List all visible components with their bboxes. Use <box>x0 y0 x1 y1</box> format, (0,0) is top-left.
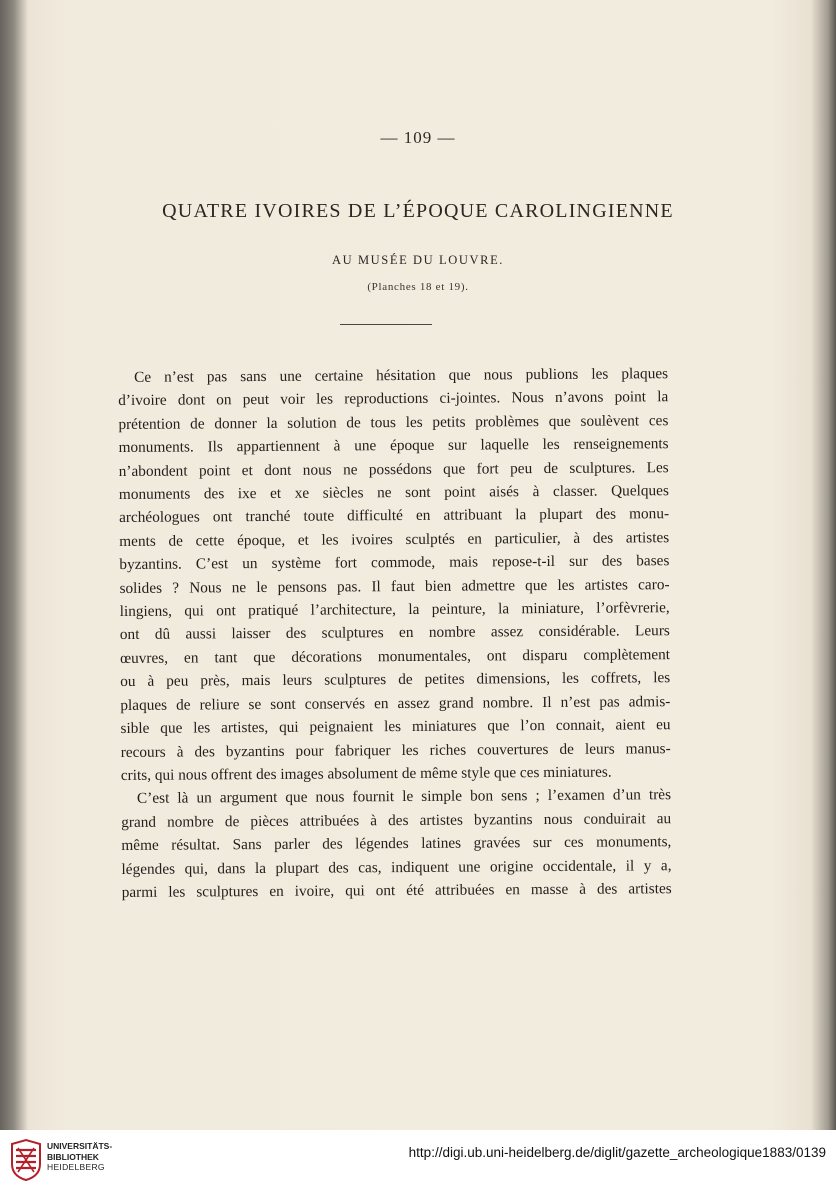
text-line: lingiens, qui ont pratiqué l’architecture, la peinture, la miniature, l’orfèvrerie, <box>119 599 670 621</box>
text-line: archéologues ont tranché toute difficulté en attribuant la plupart des monu- <box>119 505 670 527</box>
text-line: Ce n’est pas sans une certaine hésitation que nous publions les plaques <box>134 365 669 386</box>
article-body <box>118 362 672 904</box>
text-line: ments de cette époque, et les ivoires sculptés en particulier, à des artistes <box>119 529 670 550</box>
text-line: d’ivoire dont on peut voir les reproductions ci-jointes. Nous n’avons point la <box>118 388 669 410</box>
source-url-link[interactable]: http://digi.ub.uni-heidelberg.de/diglit/gazette_archeologique1883/0139 <box>408 1145 826 1160</box>
text-line: C’est là un argument que nous fournit le simple bon sens ; l’examen d’un très <box>136 786 672 808</box>
text-line: solides ? Nous ne le pensons pas. Il faut bien admettre que les artistes caro- <box>119 575 670 597</box>
university-library-logo-icon <box>8 1138 44 1182</box>
library-name-line: HEIDELBERG <box>47 1162 105 1172</box>
text-line: ou à peu près, mais leurs sculptures de petites dimensions, les coffrets, les <box>120 669 671 691</box>
library-name-line: UNIVERSITÄTS- <box>47 1141 113 1151</box>
article-title: QUATRE IVOIRES DE L’ÉPOQUE CAROLINGIENNE <box>162 200 674 222</box>
text-line: ont dû aussi laisser des sculptures en nombre assez considérable. Leurs <box>119 622 670 644</box>
text-line: même résultat. Sans parler des légendes latines gravées sur ces monuments, <box>121 833 672 855</box>
text-line: parmi les sculptures en ivoire, qui ont été attribuées en masse à des artistes <box>121 880 672 901</box>
text-line: monuments. Ils appartiennent à une époque sur laquelle les renseignements <box>118 435 669 457</box>
plates-reference: (Planches 18 et 19). <box>367 281 469 293</box>
title-divider <box>340 324 432 325</box>
text-line: plaques de reliure se sont conservés en assez grand nombre. Il n’est pas admis- <box>120 692 671 714</box>
text-line: prétention de donner la solution de tous les petits problèmes que soulèvent ces <box>118 411 669 433</box>
text-line: légendes qui, dans la plupart des cas, indiquent une origine occidentale, il y a, <box>121 856 672 878</box>
library-name-line: BIBLIOTHEK <box>47 1151 99 1162</box>
text-line: monuments des ixe et xe siècles ne sont point aisés à classer. Quelques <box>118 482 669 504</box>
text-line: recours à des byzantins pour fabriquer les riches couvertures de leurs manus- <box>120 739 671 761</box>
text-line: œuvres, en tant que décorations monumentales, ont disparu complètement <box>119 646 671 667</box>
text-line: crits, qui nous offrent des images absolument de même style que ces miniatures. <box>120 763 612 784</box>
article-subtitle: AU MUSÉE DU LOUVRE. <box>331 253 505 267</box>
library-name <box>47 1141 112 1173</box>
text-line: grand nombre de pièces attribuées à des artistes byzantins nous conduirait au <box>121 809 672 831</box>
text-line: n’abondent point et dont nous ne possédons que fort peu de sculptures. Les <box>118 458 669 480</box>
text-line: byzantins. C’est un système fort commode, mais repose-t-il sur des bases <box>119 552 670 574</box>
page-number: — 109 — <box>380 128 456 147</box>
footer-bar <box>0 1130 836 1189</box>
text-line: sible que les artistes, qui peignaient les miniatures que l’on connait, aient eu <box>120 716 671 738</box>
